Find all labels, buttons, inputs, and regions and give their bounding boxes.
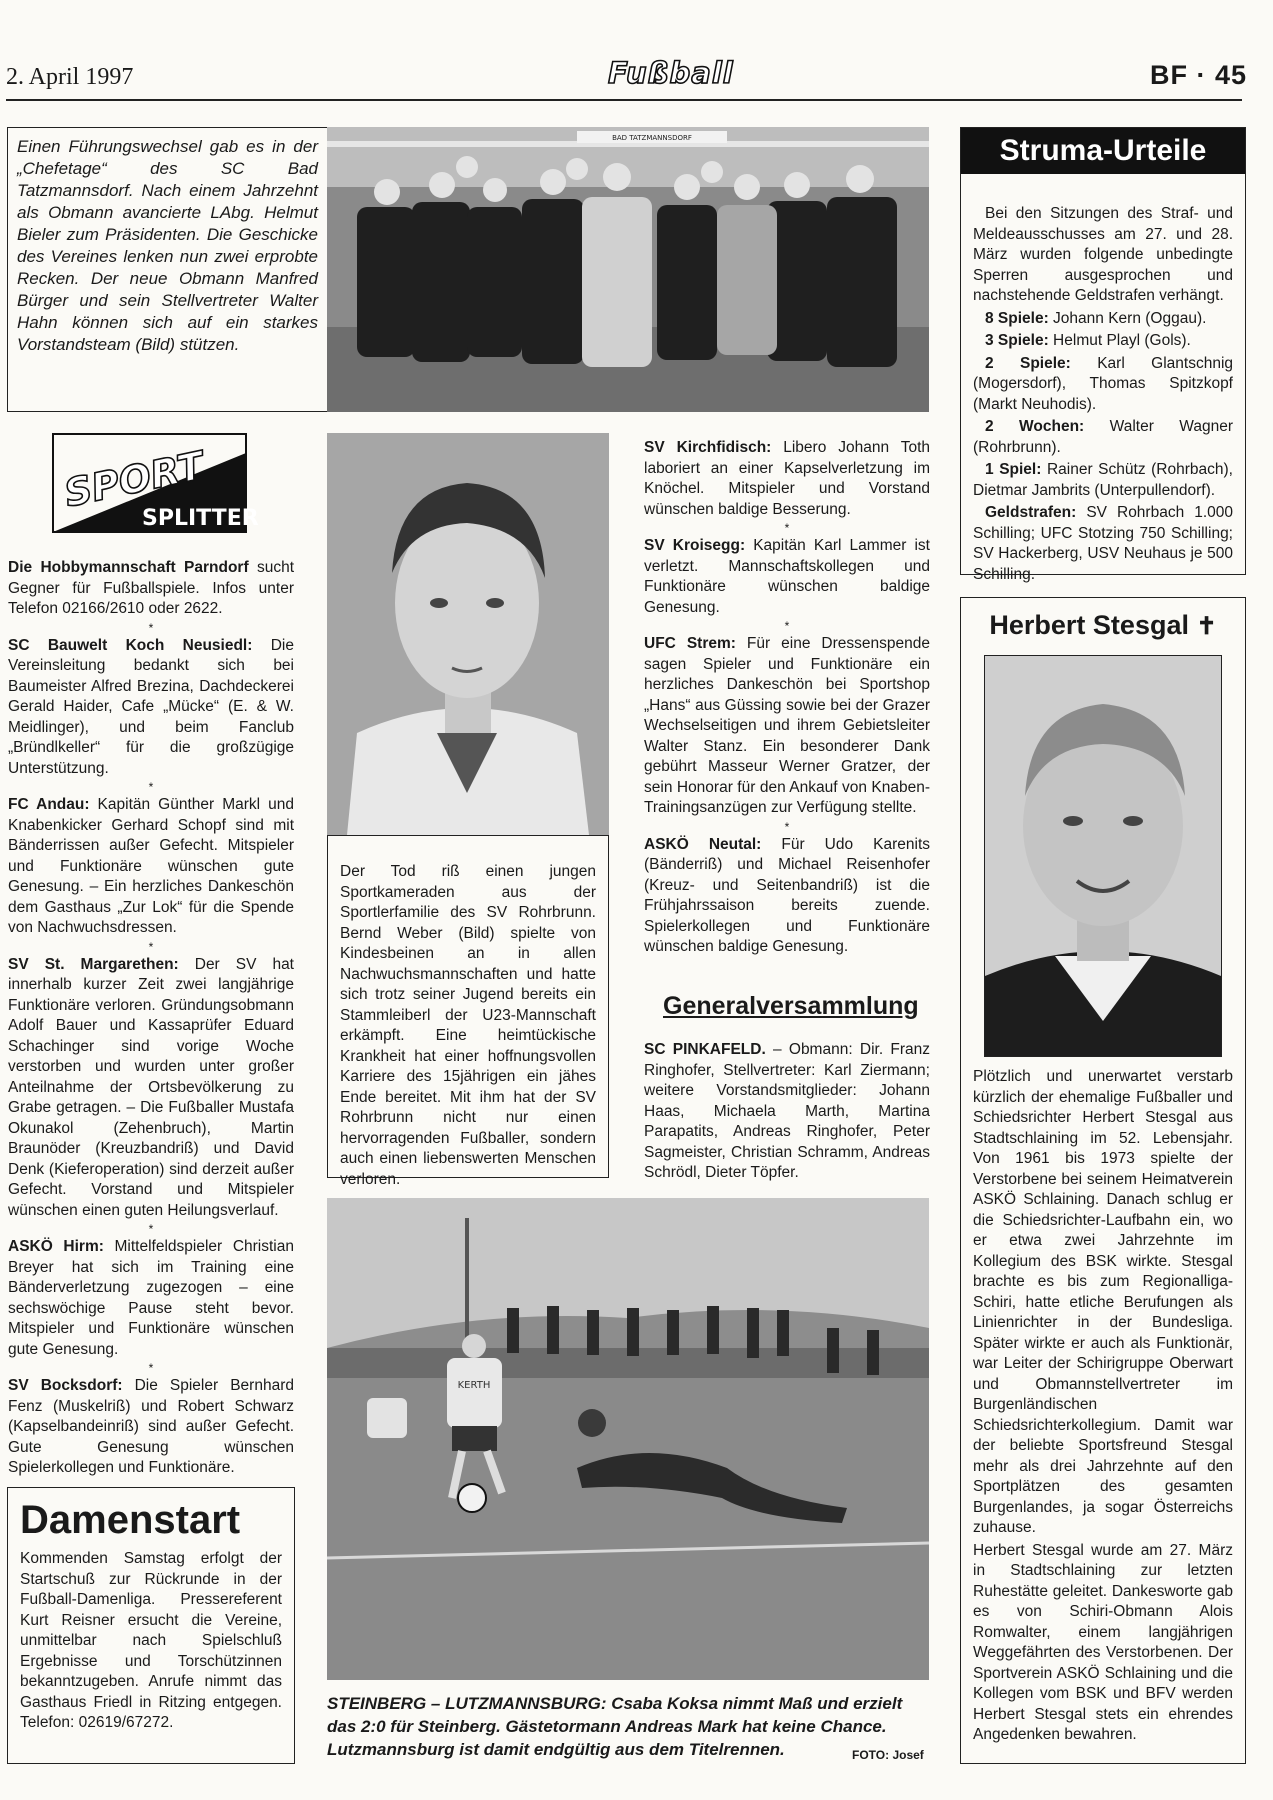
generalversammlung-text: SC PINKAFELD. – Obmann: Dir. Franz Ringhofer, Stellvertreter: Karl Ziermann; weitere Vorstandsmitglieder: Johann Haas, Michaela Marth, Martina Parapatits, Andreas Ringhofer, Peter Sagmeister, Christian Schramm, Andreas Schrödl, Dieter Töpfer.	[644, 1041, 930, 1181]
splitter-item-st-margarethen: SV St. Margarethen: Der SV hat innerhalb kurzer Zeit zwei langjährige Funktionäre verloren. Gründungsobmann Adolf Bauer und Kassaprüfer Eduard Schachinger sind vorige Woche verstorben und wurden unter großer Anteilnahme der Ortsbevölkerung zu Grabe getragen. – Die Fußballer Mustafa Okunakol (Zehenbruch), Martin Braunöder (Kreuzbandriß) und David Denk (Kieferoperation) sind derzeit außer Gefecht. Vorstand und Mitspieler wünschen einen guten Heilungsverlauf.	[8, 955, 294, 1219]
note-strem: UFC Strem: Für eine Dressenspende sagen Spieler und Funktionäre ein herzliches Dankeschön bei Sportshop „Hans“ aus Güssing sowie bei der Grazer Wechselseitigen und ihrem Gebietsleiter Walter Stanz. Ein besonderer Dank gebührt Masseur Werner Gratzer, der sein Honorar für den Ankauf von Knaben-Trainingsanzügen zur Verfügung stellte.	[644, 635, 930, 816]
sport-splitter-logo	[52, 433, 259, 533]
stesgal-title-row	[961, 610, 1245, 641]
section-title: Fußball	[608, 56, 734, 90]
team-banner-text: BAD TATZMANNSDORF	[612, 134, 692, 142]
generalversammlung-title: Generalversammlung	[663, 992, 919, 1020]
struma-line: 1 Spiel: Rainer Schütz (Rohrbach), Dietmar Jambrits (Unterpullendorf).	[973, 461, 1233, 499]
note-neutal: ASKÖ Neutal: Für Udo Karenits (Bänderriß) und Michael Reisenhofer (Kreuz- und Seitenbandriß) ist die Frühjahrssaison bereits zuende. Spielerkollegen und Funktionäre wünschen baldige Genesung.	[644, 835, 931, 955]
weber-obituary: Der Tod riß einen jungen Sportkameraden aus der Sportlerfamilie des SV Rohrbrunn. Bernd Weber (Bild) spielte von Kindesbeinen an in allen Nachwuchsmannschaften und hatte sich trotz seiner Jugend bereits ein Stammleiberl der U23-Mannschaft erkämpft. Eine heimtückische Krankheit hat einer hoffnungsvollen Karriere des 15jährigen ein jähes Ende bereitet. Mit ihm hat der SV Rohrbrunn nicht nur einen hervorragenden Fußballer, sondern auch einen liebenswerten Menschen verloren.	[327, 835, 609, 1178]
splitter-item-hirm: ASKÖ Hirm: Mittelfeldspieler Christian Breyer hat sich im Training eine Bänderverletzung zugezogen – eine sechswöchige Pause steht bevor. Mitspieler und Funktionäre wünschen gute Genesung.	[8, 1238, 294, 1358]
separator-star: *	[148, 780, 154, 794]
damenstart-text: Kommenden Samstag erfolgt der Startschuß zur Rückrunde in der Fußball-Damenliga. Pressereferent Kurt Reisner ersucht die Vereine, unmittelbar nach Spielschluß Ergebnisse und Torschützinnen bekanntzugeben. Anrufe nimmt das Gasthaus Friedl in Ritzing entgegen. Telefon: 02619/67272.	[20, 1550, 282, 1731]
struma-line: 3 Spiele: Helmut Playl (Gols).	[985, 332, 1191, 349]
stesgal-title: Herbert Stesgal	[989, 610, 1189, 640]
struma-line: Geldstrafen: SV Rohrbach 1.000 Schilling; UFC Stotzing 750 Schilling; SV Hackerberg, USV Neuhaus je 500 Schilling.	[973, 504, 1233, 583]
splitter-item-parndorf: Die Hobbymannschaft Parndorf sucht Gegner für Fußballspiele. Infos unter Telefon 02166/2610 oder 2622.	[8, 559, 294, 617]
team-photo	[327, 127, 929, 412]
separator-star: *	[784, 521, 790, 535]
separator-star: *	[784, 619, 790, 633]
damenstart-box	[7, 1487, 295, 1764]
sport-splitter-column	[8, 558, 294, 1476]
struma-intro: Bei den Sitzungen des Straf- und Meldeausschusses am 27. und 28. März wurden folgende unbedingte Sperren ausgesprochen und nachstehende Geldstrafen verhängt.	[973, 205, 1233, 304]
struma-line: 2 Spiele: Karl Glantschnig (Mogersdorf), Thomas Spitzkopf (Markt Neuhodis).	[973, 354, 1234, 413]
struma-urteile-box	[960, 127, 1246, 583]
struma-text	[961, 174, 1245, 595]
note-kirchfidisch: SV Kirchfidisch: Libero Johann Toth laboriert an einer Kapselverletzung im Knöchel. Mitspieler und Vorstand wünschen baldige Besserung.	[644, 439, 931, 518]
sport-logo-word: SPORT	[60, 443, 208, 516]
bernd-weber-portrait	[327, 433, 609, 835]
page-number: BF · 45	[1149, 60, 1247, 90]
photo-credit: FOTO: Josef	[852, 1748, 924, 1762]
separator-star: *	[784, 819, 790, 834]
header-rule	[6, 99, 1242, 101]
stesgal-obituary-box	[960, 597, 1246, 1764]
splitter-logo-word: SPLITTER	[142, 506, 259, 531]
damenstart-title: Damenstart	[20, 1498, 241, 1542]
stesgal-text	[961, 1057, 1245, 1746]
struma-title: Struma-Urteile	[961, 128, 1245, 174]
cross-icon: ✝	[1196, 613, 1217, 640]
issue-date: 2. April 1997	[6, 64, 134, 90]
note-kroisegg: SV Kroisegg: Kapitän Karl Lammer ist verletzt. Mannschaftskollegen und Funktionäre wünschen baldige Genesung.	[644, 537, 930, 616]
splitter-item-bocksdorf: SV Bocksdorf: Die Spieler Bernhard Fenz (Muskelriß) und Robert Schwarz (Kapselbandeinriß) sind außer Gefecht. Gute Genesung wünschen Spielerkollegen und Funktionäre.	[8, 1377, 294, 1476]
match-photo	[327, 1198, 929, 1680]
struma-line: 8 Spiele: Johann Kern (Oggau).	[985, 309, 1207, 327]
separator-star: *	[148, 1222, 154, 1236]
herbert-stesgal-portrait	[984, 655, 1222, 1057]
splitter-item-andau: FC Andau: Kapitän Günther Markl und Knabenkicker Gerhard Schopf sind mit Bänderrissen außer Gefecht. Mitspieler und Funktionäre wünschen gute Genesung. – Ein herzliches Dankeschön dem Gasthaus „Zur Lok“ für die Spende von Nachwuchsdressen.	[8, 796, 294, 936]
separator-star: *	[148, 939, 154, 954]
splitter-item-neusiedl: SC Bauwelt Koch Neusiedl: Die Vereinsleitung bedankt sich bei Baumeister Alfred Brezina, Dachdeckerei Gerald Haider, Cafe „Mücke“ (E. & W. Meidlinger), und beim Fanclub „Bründlkeller“ für die großzügige Unterstützung.	[8, 636, 294, 777]
stesgal-paragraph-2: Herbert Stesgal wurde am 27. März in Stadtschlaining zur letzten Ruhestätte geleitet. Dankesworte gab es von Schiri-Obmann Alois Romwalter, einem langjährigen Weggefährten des Verstorbenen. Der Sportverein ASKÖ Schlaining und die Kollegen vom BSK und BFV werden Herbert Stesgal stets ein ehrendes Angedenken bewahren.	[973, 1541, 1233, 1743]
notes-column	[644, 438, 930, 981]
stesgal-paragraph-1: Plötzlich und unerwartet verstarb kürzlich der ehemalige Fußballer und Schiedsrichter Herbert Stesgal aus Stadtschlaining im 52. Lebensjahr. Von 1961 bis 1973 spielte der Verstorbene bei seinem Heimatverein ASKÖ Schlaining. Danach schlug er die Schiedsrichter-Laufbahn ein, wo er etwa zwei Jahrzehnte im Kollegium des BSK wirkte. Stesgal brachte es bis zum Regionalliga-Schiri, hatte etliche Berufungen als Linienrichter in der Bundesliga. Später wirkte er auch als Funktionär, war Leiter der Schirigruppe Oberwart und Obmannstellvertreter im Burgenländischen Schiedsrichterkollegium. Damit war der beliebte Sportsfreund Stesgal mehr als drei Jahrzehnte auf den Sportplätzen des gesamten Burgenlandes, ja sogar Österreichs zuhause.	[973, 1068, 1233, 1536]
jersey-text: KERTH	[457, 1380, 491, 1391]
separator-star: *	[148, 620, 154, 635]
separator-star: *	[148, 1361, 154, 1375]
match-photo-caption: STEINBERG – LUTZMANNSBURG: Csaba Koksa nimmt Maß und erzielt das 2:0 für Steinberg. Gästetormann Andreas Mark hat keine Chance. Lutzmannsburg ist damit endgültig aus dem Titelrennen.	[327, 1694, 903, 1759]
team-photo-caption: Einen Führungswechsel gab es in der „Chefetage“ des SC Bad Tatzmannsdorf. Nach einem Jahrzehnt als Obmann avancierte LAbg. Helmut Bieler zum Präsidenten. Die Geschicke des Vereines lenken nun zwei erprobte Recken. Der neue Obmann Manfred Bürger und sein Stellvertreter Walter Hahn können sich auf ein starkes Vorstandsteam (Bild) stützen.	[7, 127, 327, 412]
struma-line: 2 Wochen: Walter Wagner (Rohrbrunn).	[973, 418, 1233, 456]
